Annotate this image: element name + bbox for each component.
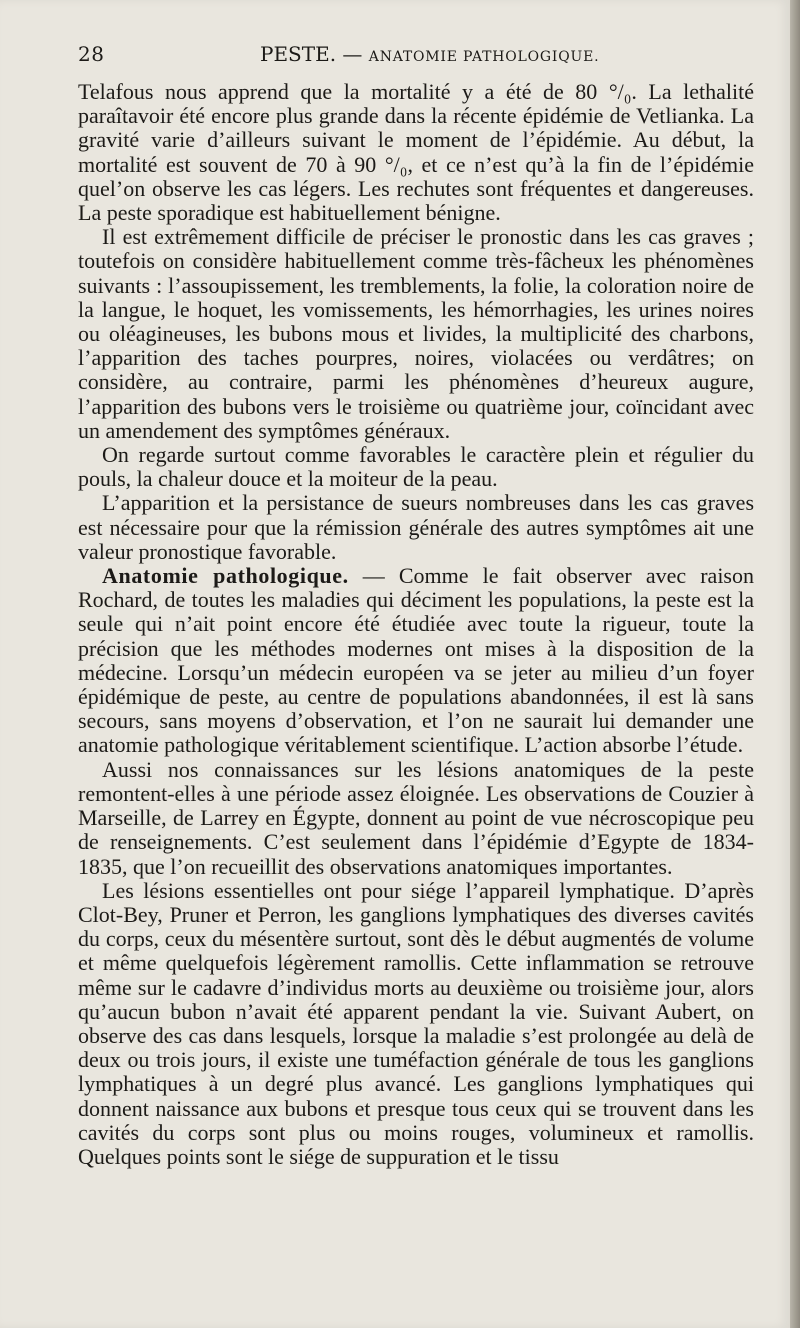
running-title: PESTE. [260, 42, 337, 66]
page-edge [790, 0, 800, 1328]
page-number: 28 [78, 42, 105, 66]
paragraph: Les lésions essentielles ont pour siége l’appareil lymphatique. D’après Clot-Bey, Pruner et Perron, les ganglions lymphatiques des diverses cavités du corps, ceux du mésentère surtout, sont dès le début augmentés de volume et même quelquefois légèrement ramollis. Cette inflammation se retrouve même sur le cadavre d’individus morts au deuxième ou troisième jour, alors qu’aucun bubon n’avait été apparent pendant la vie. Suivant Aubert, on observe des cas dans lesquels, lorsque la maladie s’est prolongée au delà de deux ou trois jours, il existe une tuméfaction générale de tous les ganglions lymphatiques à un degré plus avancé. Les ganglions lymphatiques qui donnent naissance aux bubons et presque tous ceux qui se trouvent dans les cavités du corps sont plus ou moins rouges, volumineux et ramollis. Quelques points sont le siége de suppuration et le tissu [78, 877, 754, 1169]
paragraph-text: — Comme le fait observer avec raison Rochard, de toutes les maladies qui déciment les populations, la peste est la seule qui n’ait point encore été étudiée avec toute la rigueur, toute la précision que les méthodes modernes ont mises à la disposition de la médecine. Lorsqu’un médecin européen va se jeter au milieu d’un foyer épidémique de peste, au centre de populations abandonnées, il est là sans secours, sans moyens d’observation, et l’on ne saurait lui demander une anatomie pathologique véritablement scientifique. L’action absorbe l’étude. [78, 563, 754, 758]
running-header [78, 42, 754, 72]
paragraph [78, 564, 754, 758]
paragraph: Aussi nos connaissances sur les lésions anatomiques de la peste remontent-elles à une période assez éloignée. Les observations de Couzier à Marseille, de Larrey en Égypte, donnent au point de vue nécroscopique peu de renseignements. C’est seulement dans l’épidémie d’Egypte de 1834-1835, que l’on recueillit des observations anatomiques importantes. [78, 756, 754, 879]
running-subtitle: ANATOMIE PATHOLOGIQUE. [368, 49, 600, 65]
paragraph: Il est extrêmement difficile de préciser le pronostic dans les cas graves ; toutefois on considère habituellement comme très-fâcheux les phénomènes suivants : l’assoupissement, les tremblements, la folie, la coloration noire de la langue, le hoquet, les vomissements, les hémorrhagies, les urines noires ou oléagineuses, les bubons mous et livides, la multiplicité des charbons, l’apparition des taches pourpres, noires, violacées ou verdâtres; on considère, au contraire, parmi les phénomènes d’heureux augure, l’apparition des bubons vers le troisième ou quatrième jour, coïncidant avec un amendement des symptômes généraux. [78, 224, 754, 443]
paragraph: L’apparition et la persistance de sueurs nombreuses dans les cas graves est nécessaire pour que la rémission générale des autres symptômes ait une valeur pronostique favorable. [78, 490, 754, 564]
section-heading: Anatomie pathologique. [102, 563, 349, 589]
running-head [260, 42, 599, 66]
running-separator: — [342, 42, 363, 66]
paragraph: On regarde surtout comme favorables le caractère plein et régulier du pouls, la chaleur douce et la moiteur de la peau. [78, 442, 754, 492]
body-text [78, 80, 754, 1169]
paragraph: Telafous nous apprend que la mortalité y a été de 80 °/₀. La lethalité paraîtavoir été encore plus grande dans la récente épidémie de Vetlianka. La gravité varie d’ailleurs suivant le moment de l’épidémie. Au début, la mortalité est souvent de 70 à 90 °/₀, et ce n’est qu’à la fin de l’épidémie quel’on observe les cas légers. Les rechutes sont fréquentes et dangereuses. La peste sporadique est habituellement bénigne. [78, 79, 754, 226]
